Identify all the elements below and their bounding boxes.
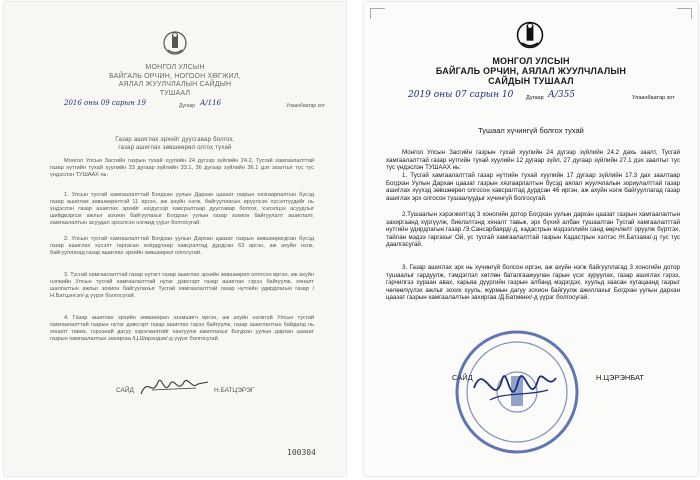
left-title-line: Газар ашиглах эрхийг дуусгавар болгох, — [115, 137, 235, 143]
right-number-label: Дугаар — [526, 95, 544, 101]
right-intro: Монгол Улсын Засгийн газрын тухай хуулийн 24 дүгээр зүйлийн 24.2 дахь заалт, Тусгай хамгаалалттай газар нутгийн тухай хуулийн 12 дугаар зүйл, 27 дугаар зүйлийн 27.1 дэх заалтыг тус тус үндэслэн ТУШААХ нь: — [386, 149, 680, 172]
left-number: А/116 — [200, 99, 222, 107]
left-title-line: газар ашиглах зөвшөөрөл олгох тухай — [118, 145, 232, 151]
right-title: Тушаал хүчингүй болгох тухай — [478, 126, 584, 135]
right-header — [364, 56, 698, 86]
right-document-page — [364, 2, 698, 476]
right-item: 2.Тушаалын хэрэгжилтэд 3 хоногийн дотор Богдхан уулын дархан цаазат газрын хамгаалалтын захиргаанд хүргүүлж, биелэлтэнд хяналт тавьж, эрх бүхий албан тушаалтан Тусгай хамгаалалттай нутгийн удирдлагын газар /Э.Сансарбаярд/-д, кадастрын мэдээллийн санд өөрчлөлт оруулж бүртгэх, тайлан мэдээ гаргахыг Ой, ус тусгай хамгаалалттай газрын Кадастрын хэлтэс /Н.Батзаяа/-д тус тус даалгасугай. — [386, 211, 680, 249]
left-header-line: ТУШААЛ — [159, 89, 191, 97]
left-title — [4, 136, 346, 152]
right-item: 3. Газар ашиглах эрх нь хүчингүй болсон иргэн, аж ахуйн нэгж байгууллагад 3 хоногийн дотор тушаалыг гардуулж, тэмдэглэл хөтлөн баталгаажуулан гарын үсэг зуруулах, газар ашиглах гэрээ, гэрчилгээ хураан авах, харьяа дүүргийн газрын албанд мэдэгдэх, хуульд заасан хугацаанд газрыг чөлөөлүүлэх ажлыг зохих хууль, журмын дагуу зохион байгуулж ажиллахыг Богдхан уулын дархан цаазат газрын хамгаалалтын захиргаа /Д.Батмөнх/-д үүрэг болгосугай. — [386, 264, 680, 302]
left-document-page — [4, 2, 346, 476]
right-item: 1. Тусгай хамгаалалттай газар нутгийн тухай хуулийн 17 дугаар зүйлийн 17.3 дах заалтаар Богдхан Уулын Дархан цаазат газрын хязгаарлалтын бүсэд аялал жуулчлалын зориулалттай газар ашиглах хүүхэд зөвшөөрөл олгосон хавсралтад дурдсан 46 иргэн, аж ахуйн нэгж байгууллагад газар ашиглах эрх олгосон тушаалуудыг хүчингүй болгосугай. — [386, 172, 680, 202]
left-header-line: АЯЛАЛ ЖУУЛЧЛАЛЫН САЙДЫН — [118, 81, 232, 88]
right-date: 2019 оны 07 сарын 10 — [408, 90, 514, 100]
right-header-line: МОНГОЛ УЛСЫН — [492, 56, 570, 66]
corner-mark — [370, 8, 385, 19]
left-header — [4, 64, 346, 98]
left-signer-role: САЙД — [116, 387, 134, 394]
right-header-line: БАЙГАЛЬ ОРЧИН, АЯЛАЛ ЖУУЛЧЛАЛЫН — [435, 66, 627, 76]
left-number-label: Дугаар — [179, 103, 196, 109]
state-emblem-icon — [163, 28, 187, 58]
left-header-line: БАЙГАЛЬ ОРЧИН, НОГООН ХӨГЖИЛ, — [109, 72, 241, 80]
right-number: А/355 — [548, 90, 576, 100]
right-city: Улаанбаатар хот — [632, 95, 675, 101]
corner-mark — [677, 8, 692, 19]
left-item: 1. Улсын тусгай хамгаалалттай Богдхан уулын Дархан цаазат газрын хязгаарлалтын бүсэд газар ашиглах зөвшөөрөлтэй 11 иргэн, аж ахуйн нэгж, байгууллагын ирүүлсэн хүсэлтүүдийг нь үндэслэн газар ашиглах эрхийг нэгдүгээр хавсралтаар дуусгавар болгох, хэлэлцэх асуудлыг шийдвэрлэх ажлыг зохион байгуулахыг Богдхан уулын газар зохион байгуулалт ашиглалт, хамгаалалтын асуудал эрхэлсэн нэгжид үүрэг болгосугай. — [50, 192, 314, 227]
left-item: 3. Тусгай хамгаалалттай газар нутагт газар ашиглах эрхийн зөвшөөрөл олгосон иргэн, аж ахуйн нэгжийн Улсын тусгай хамгаалалттай нутаг дэвсгэрт газар ашиглах гэрээ байгуулж, хяналт шалгалтын ажлыг зохион байгуулахыг Тусгай хамгаалалттай газар нутгийн удирдлагын газар /Н.Батцэнгэл/-д үүрэг болгосугай. — [50, 272, 314, 300]
left-city: Улаанбаатар хот — [286, 103, 325, 109]
left-item: 4. Газар ашиглах эрхийн зөвшөөрөл эзэмшигч иргэн, аж ахуйн нэгжтэй Улсын тусгай хамгаалалттай газрын нутаг дэвсгэрт газар ашиглах гэрээ байгуулж, газар ашиглалтын байдалд нь хяналт тавих, гэрээний дагуу хэрэгжилтийг хангуулж ажиллахыг Богдхан уулын дархан цаазат газрын хамгаалалтын захиргаа /Ц.Ширэндэв/-д үүрэг болгосугай. — [50, 315, 314, 343]
official-seal-stamp — [444, 320, 594, 466]
state-emblem-icon — [516, 18, 544, 52]
left-signer-name: Н.БАТЦЭРЭГ — [214, 387, 255, 394]
left-header-line: МОНГОЛ УЛСЫН — [145, 64, 205, 71]
left-intro: Монгол Улсын Засгийн газрын тухай хуулийн 24 дүгээр зүйлийн 24.2, Тусгай хамгаалалттай газар нутгийн тухай хуулийн 33 дугаар зүйлийн 33.1, 36 дугаар зүйлийн 36.1 дэх заалтыг тус тус үндэслэн ТУШААХ нь: — [50, 158, 314, 179]
left-serial-number: 100304 — [287, 448, 316, 457]
right-signer-role: САЙД — [452, 373, 473, 382]
left-item: 2. Улсын тусгай хамгаалалттай Богдхан уулын Дархан цаазат газрын зөвшөөрөгдсөн бүсэд газар ашиглах хүсэлт гаргасан хоёрдугаар хавсралтад дурдсан 63 иргэн, аж ахуйн нэгж, байгууллагад газар ашиглах эрхийн зөвшөөрөл олгосугай. — [50, 236, 314, 257]
left-date: 2016 оны 09 сарын 19 — [64, 99, 146, 107]
right-header-line: САЙДЫН ТУШААЛ — [488, 76, 574, 86]
right-signer-name: Н.ЦЭРЭНБАТ — [596, 373, 645, 382]
left-signature — [138, 372, 212, 402]
